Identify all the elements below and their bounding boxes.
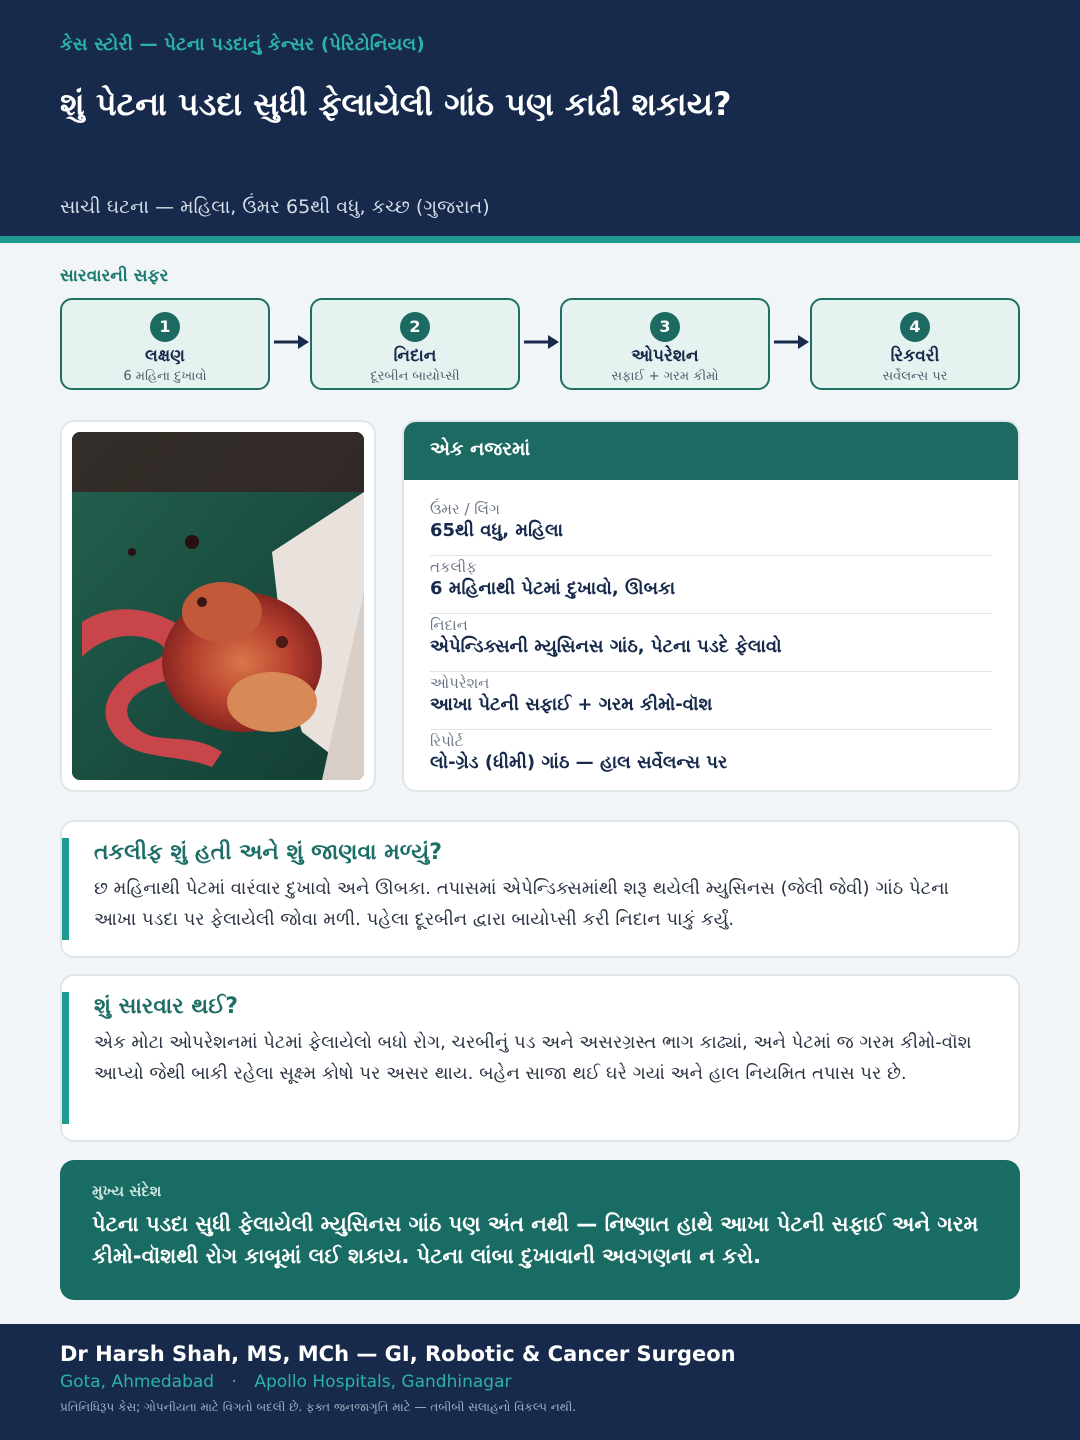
step-label: લક્ષણ (144, 346, 186, 366)
fact-list (404, 480, 1018, 788)
step-recovery (810, 298, 1020, 390)
journey-steps (60, 298, 1020, 390)
fact-label: ઓપરેશન (430, 674, 490, 692)
step-diagnosis (310, 298, 520, 390)
step-sub: દૂરબીન બાયોપ્સી (370, 369, 460, 384)
fact-value: લો-ગ્રેડ (ધીમી) ગાંઠ — હાલ સર્વેલન્સ પર (430, 752, 728, 773)
treatment-body: એક મોટા ઓપરેશનમાં પેટમાં ફેલાયેલો બધો રોગ, ચરબીનું પડ અને અસરગ્રસ્ત ભાગ કાઢ્યાં, અને પેટમાં જ ગરમ કીમો-વૉશ આપ્યો જેથી બાકી રહેલા સૂક્ષ્મ કોષો પર અસર થાય. બહેન સાજા થઈ ઘરે ગયાં અને હાલ નિયમિત તપાસ પર છે. (94, 1032, 972, 1084)
problem-body: છ મહિનાથી પેટમાં વારંવાર દુખાવો અને ઊબકા. તપાસમાં એપેન્ડિક્સમાંથી શરૂ થયેલી મ્યુસિનસ (જેલી જેવી) ગાંઠ પેટના આખા પડદા પર ફેલાયેલી જોવા મળી. પહેલા દૂરબીન દ્વારા બાયોપ્સી કરી નિદાન પાકું કર્યું. (94, 878, 949, 930)
fact-label: તકલીફ (430, 558, 477, 576)
case-kicker: કેસ સ્ટોરી — પેટના પડદાનું કેન્સર (પેરિટોનિયલ) (60, 34, 425, 55)
surgical-specimen-image (72, 432, 364, 780)
fact-value: આખા પેટની સફાઈ + ગરમ કીમો-વૉશ (430, 694, 713, 715)
step-label: રિકવરી (890, 346, 940, 366)
fact-label: રિપોર્ટ (430, 732, 464, 750)
step-symptom (60, 298, 270, 390)
step-label: ઓપરેશન (631, 346, 699, 366)
step-sub: સફાઈ + ગરમ કીમો (611, 369, 719, 384)
fact-value: એપેન્ડિક્સની મ્યુસિનસ ગાંઠ, પેટના પડદે ફેલાવો (430, 636, 782, 657)
arrow-right-icon (274, 332, 310, 352)
key-message-card (60, 1160, 1020, 1300)
fact-value: 65થી વધુ, મહિલા (430, 520, 563, 541)
step-number: 4 (900, 312, 930, 342)
problem-card (60, 820, 1020, 958)
step-label: નિદાન (393, 346, 437, 366)
fact-complaint (430, 556, 992, 614)
page-header (0, 0, 1080, 236)
fact-label: ઉંમર / લિંગ (430, 500, 500, 518)
fact-value: 6 મહિનાથી પેટમાં દુખાવો, ઊબકા (430, 578, 676, 599)
key-message-body: પેટના પડદા સુધી ફેલાયેલી મ્યુસિનસ ગાંઠ પણ અંત નથી — નિષ્ણાત હાથે આખા પેટની સફાઈ અને ગરમ કીમો-વૉશથી રોગ કાબૂમાં લઈ શકાય. પેટના લાંબા દુખાવાની અવગણના ન કરો. (92, 1212, 979, 1268)
step-number: 2 (400, 312, 430, 342)
arrow-right-icon (524, 332, 560, 352)
fact-operation (430, 672, 992, 730)
journey-title: સારવારની સફર (60, 266, 169, 286)
glance-title: એક નજરમાં (404, 422, 1018, 480)
page-footer (0, 1324, 1080, 1440)
step-operation (560, 298, 770, 390)
doctor-locations (60, 1372, 1020, 1392)
step-number: 3 (650, 312, 680, 342)
treatment-card (60, 974, 1020, 1142)
location-separator: · (231, 1372, 237, 1392)
treatment-title: શું સારવાર થઈ? (94, 994, 238, 1019)
step-sub: 6 મહિના દુખાવો (123, 369, 207, 384)
fact-report (430, 730, 992, 788)
step-number: 1 (150, 312, 180, 342)
accent-bar (62, 838, 69, 940)
page-subtitle: સાચી ઘટના — મહિલા, ઉંમર 65થી વધુ, કચ્છ (ગુજરાત) (60, 196, 490, 218)
step-sub: સર્વેલન્સ પર (882, 369, 948, 384)
location-gota: Gota, Ahmedabad (60, 1372, 215, 1392)
disclaimer: પ્રતિનિધિરૂપ કેસ; ગોપનીયતા માટે વિગતો બદલી છે. ફક્ત જનજાગૃતિ માટે — તબીબી સલાહનો વિકલ્પ નથી. (60, 1400, 577, 1414)
doctor-name: Dr Harsh Shah, MS, MCh — GI, Robotic & Cancer Surgeon (60, 1342, 736, 1366)
fact-age-gender (430, 498, 992, 556)
fact-label: નિદાન (430, 616, 468, 634)
problem-title: તકલીફ શું હતી અને શું જાણવા મળ્યું? (94, 840, 443, 865)
key-message-label: મુખ્ય સંદેશ (92, 1182, 162, 1200)
specimen-photo (72, 432, 364, 780)
header-divider (0, 236, 1080, 243)
arrow-right-icon (774, 332, 810, 352)
location-apollo: Apollo Hospitals, Gandhinagar (254, 1372, 512, 1392)
fact-diagnosis (430, 614, 992, 672)
specimen-photo-card (60, 420, 376, 792)
at-a-glance-card (402, 420, 1020, 792)
accent-bar (62, 992, 69, 1124)
page-title: શું પેટના પડદા સુધી ફેલાયેલી ગાંઠ પણ કાઢી શકાય? (60, 85, 732, 123)
